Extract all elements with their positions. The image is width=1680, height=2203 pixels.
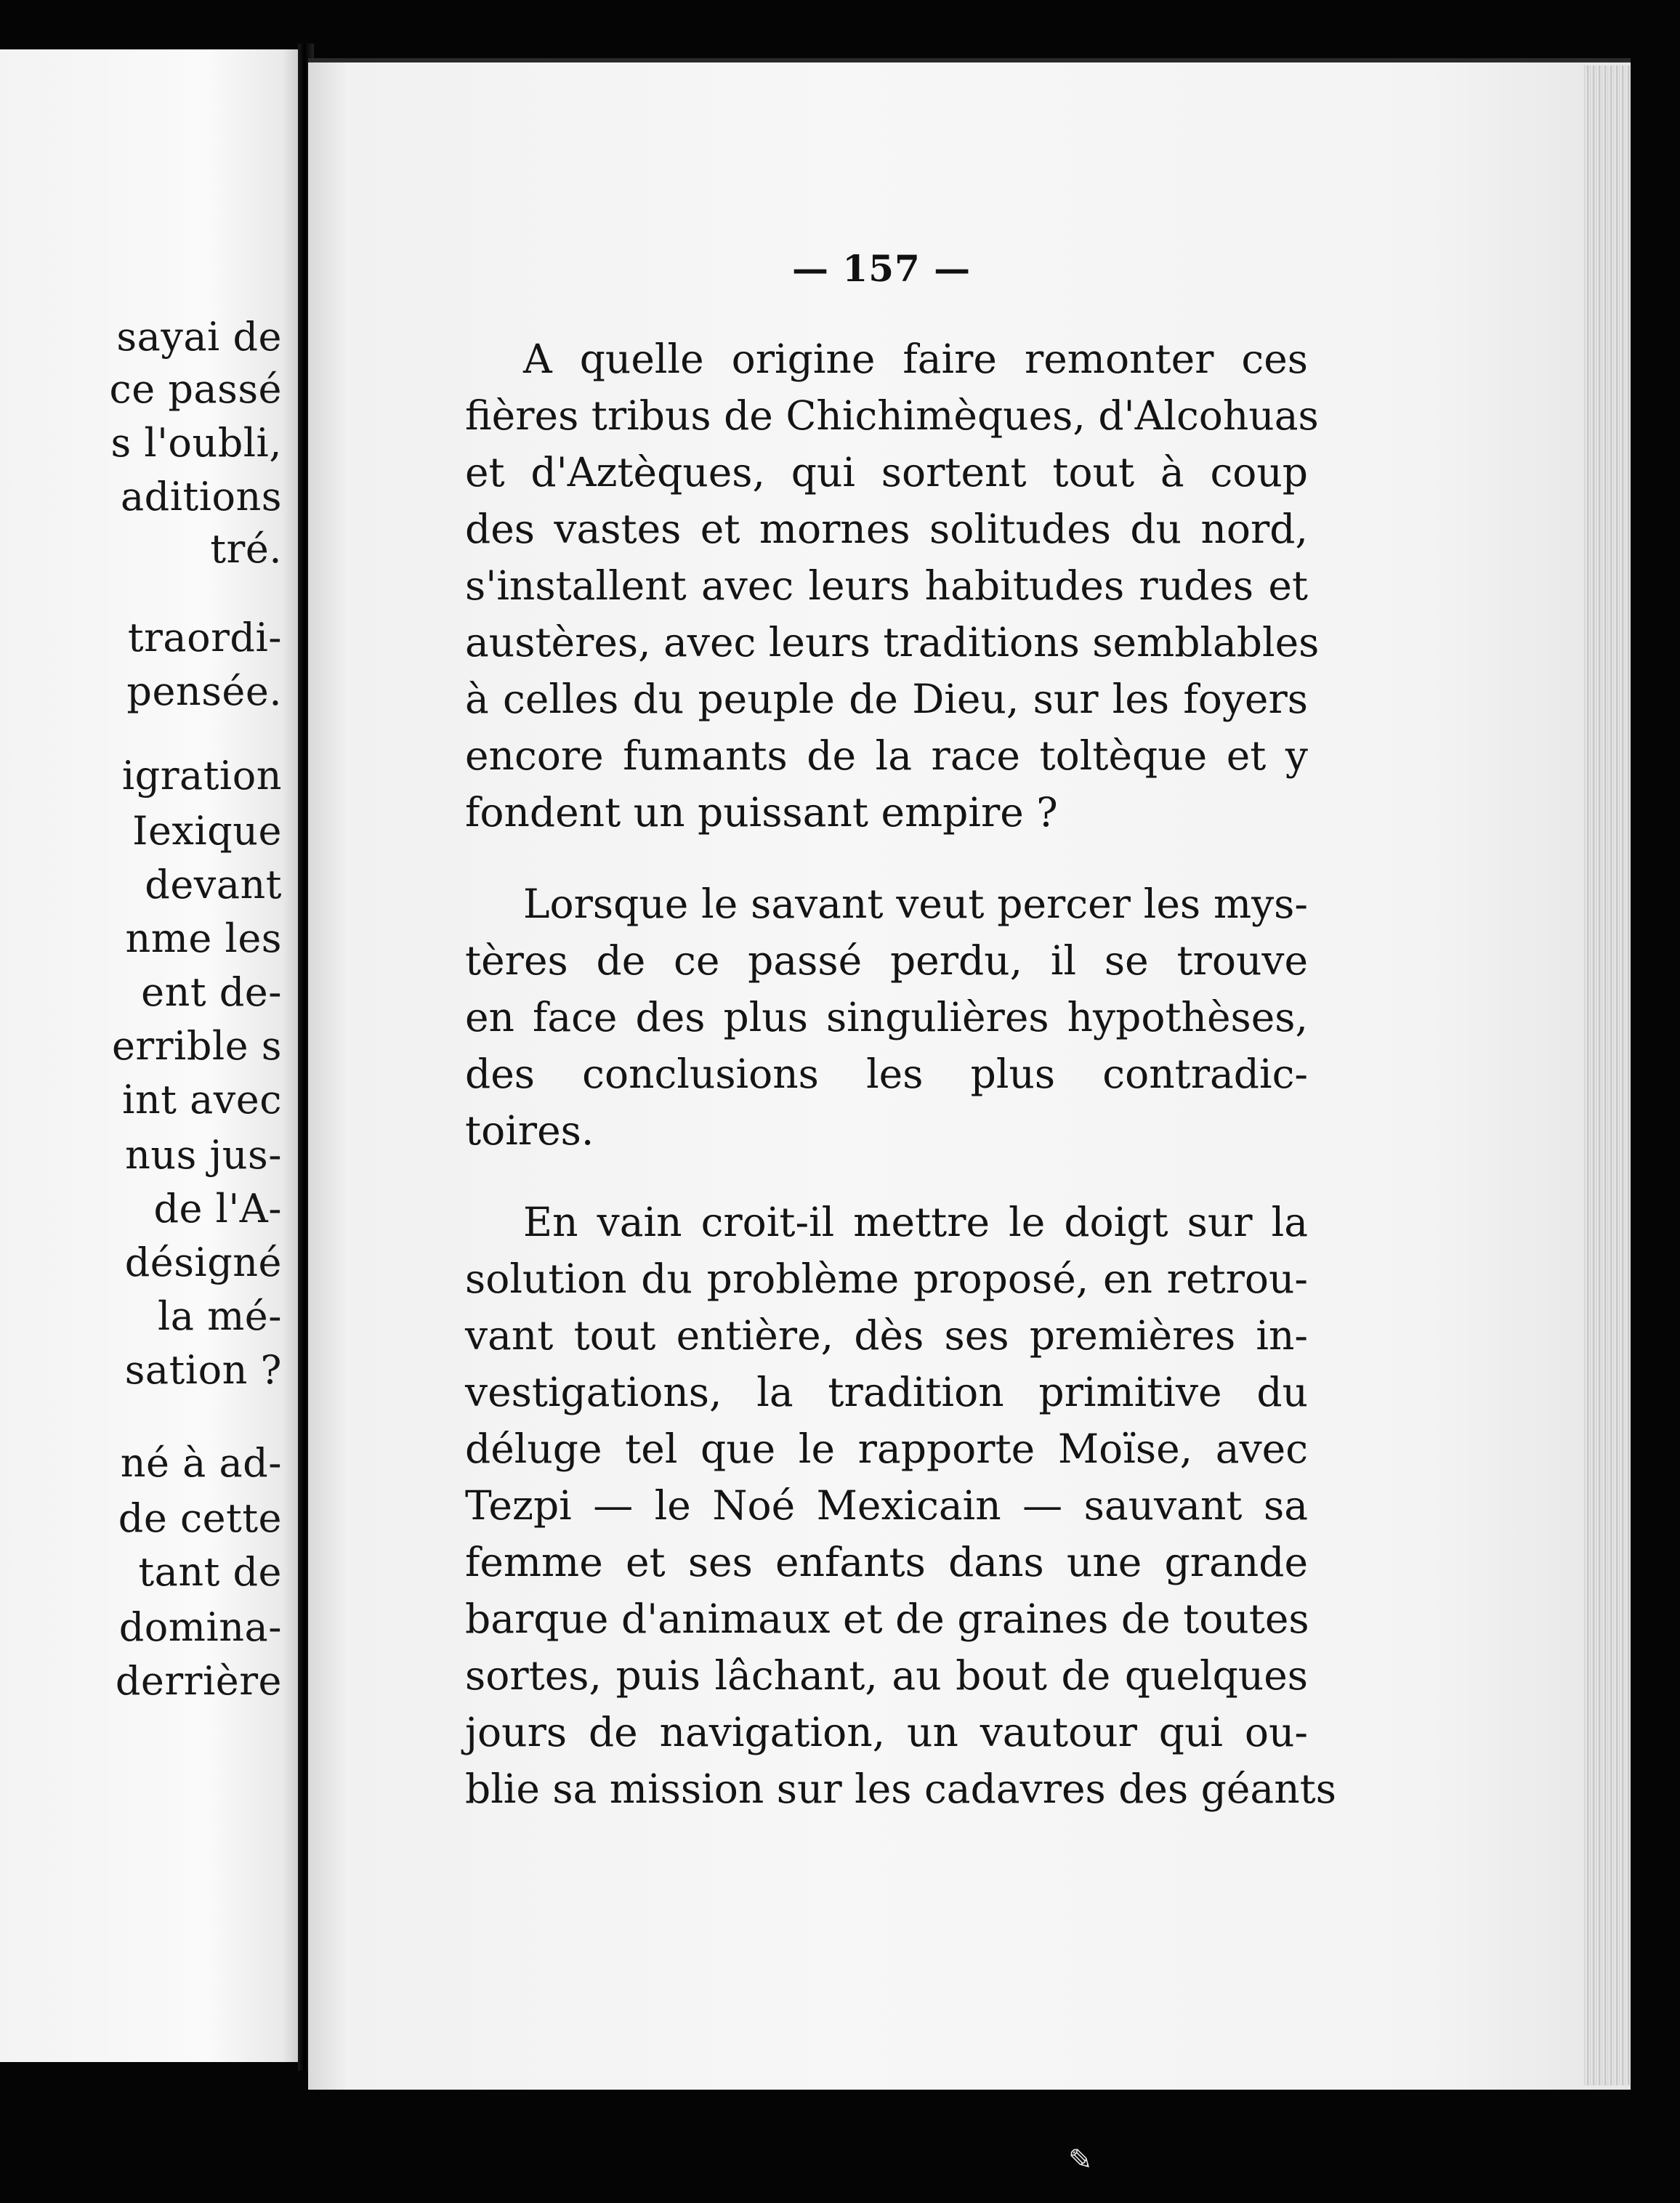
left-line: int avec (122, 1077, 282, 1123)
page-number: — 157 — (792, 247, 972, 290)
text-line: s'installent avec leurs habitudes rudes et (465, 562, 1308, 609)
left-line: né à ad- (120, 1440, 282, 1486)
text-line: fondent un puissant empire ? (465, 789, 1058, 836)
left-line: sayai de (116, 314, 282, 360)
left-line: aditions (120, 474, 282, 520)
left-line: tant de (138, 1549, 282, 1595)
text-line: En vain croit-il mettre le doigt sur la (523, 1199, 1308, 1245)
left-line: s l'oubli, (110, 420, 282, 466)
scan-speck: ✎ (1068, 2143, 1093, 2177)
left-line: nus jus- (125, 1132, 282, 1178)
text-line: déluge tel que le rapporte Moïse, avec (465, 1426, 1308, 1472)
text-line: femme et ses enfants dans une grande (465, 1539, 1308, 1585)
text-line: en face des plus singulières hypothèses, (465, 994, 1308, 1040)
left-line: tré. (210, 526, 282, 572)
text-line: sortes, puis lâchant, au bout de quelques (465, 1652, 1308, 1699)
text-line: des conclusions les plus contradic- (465, 1051, 1308, 1097)
left-line: la mé- (157, 1293, 282, 1339)
text-line: blie sa mission sur les cadavres des géants (465, 1766, 1336, 1812)
text-line: des vastes et mornes solitudes du nord, (465, 506, 1308, 552)
left-line: Iexique (132, 808, 282, 854)
left-facing-page (0, 49, 298, 2062)
left-line: de l'A- (153, 1186, 282, 1232)
text-line: tères de ce passé perdu, il se trouve (465, 937, 1308, 984)
text-line: Tezpi — le Noé Mexicain — sauvant sa (465, 1482, 1308, 1529)
left-line: traordi- (127, 615, 282, 660)
left-line: errible s (111, 1023, 282, 1069)
text-line: et d'Aztèques, qui sortent tout à coup (465, 449, 1308, 496)
left-line: devant (145, 862, 282, 908)
left-line: sation ? (124, 1347, 282, 1393)
text-line: Lorsque le savant veut percer les mys- (523, 881, 1308, 927)
left-line: ent de- (141, 969, 282, 1015)
text-line: A quelle origine faire remonter ces (523, 336, 1308, 382)
left-line: nme les (125, 915, 282, 961)
text-line: encore fumants de la race toltèque et y (465, 732, 1308, 779)
text-line: vant tout entière, dès ses premières in- (465, 1312, 1308, 1359)
left-line: domina- (118, 1604, 282, 1650)
text-line: fières tribus de Chichimèques, d'Alcohuas (465, 392, 1319, 439)
left-line: désigné (124, 1240, 282, 1285)
text-line: toires. (465, 1107, 594, 1154)
text-line: austères, avec leurs traditions semblables (465, 619, 1320, 666)
left-line: ce passé (109, 366, 282, 412)
text-line: barque d'animaux et de graines de toutes (465, 1596, 1309, 1642)
page-edges (1584, 65, 1631, 2085)
text-line: vestigations, la tradition primitive du (465, 1369, 1308, 1415)
left-line: derrière (115, 1658, 282, 1704)
text-line: à celles du peuple de Dieu, sur les foyers (465, 676, 1308, 722)
text-line: jours de navigation, un vautour qui ou- (465, 1709, 1308, 1755)
left-line: de cette (118, 1495, 282, 1541)
text-line: solution du problème proposé, en retrou- (465, 1256, 1308, 1302)
left-line: pensée. (126, 668, 282, 714)
left-line: igration (121, 753, 282, 799)
